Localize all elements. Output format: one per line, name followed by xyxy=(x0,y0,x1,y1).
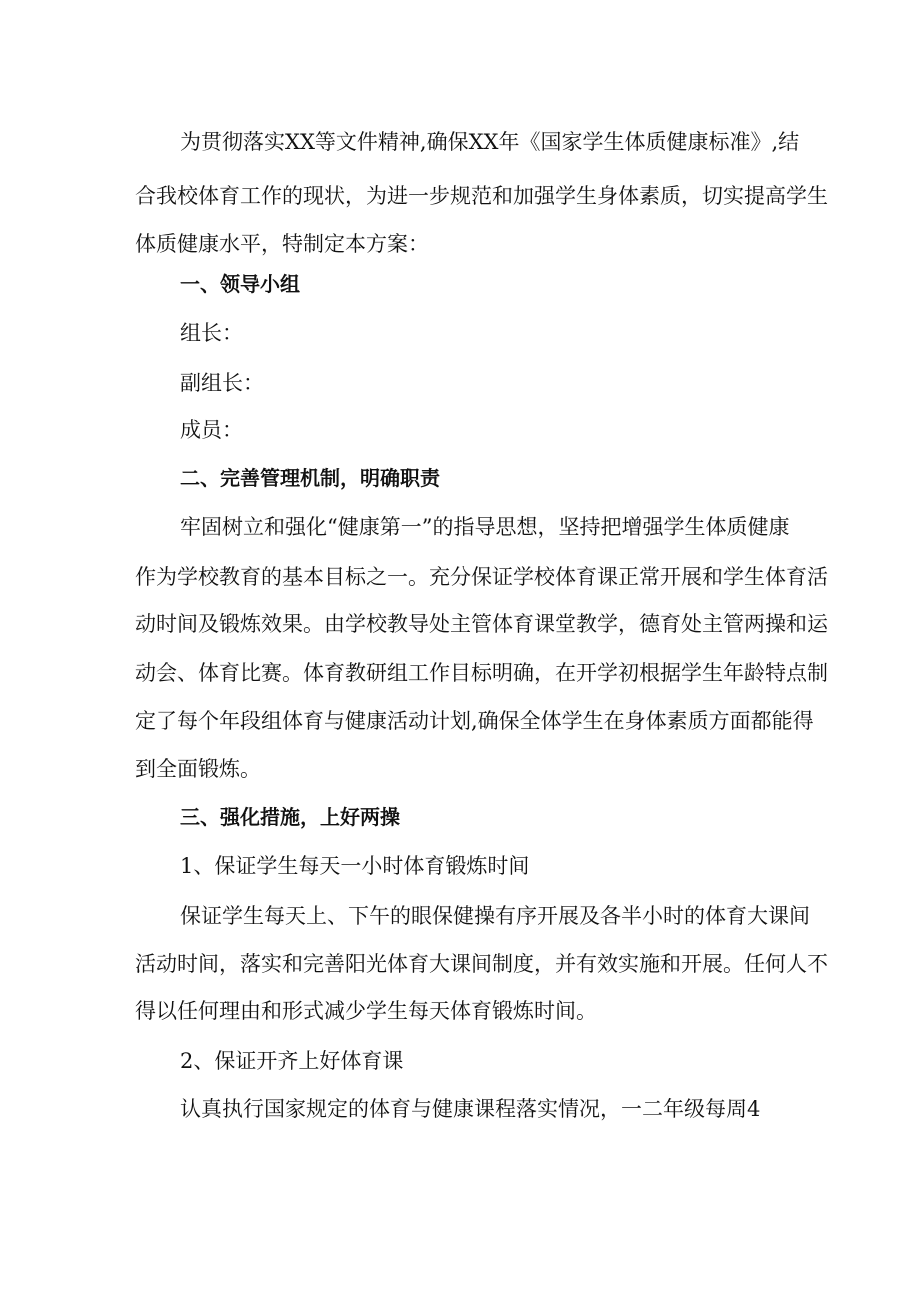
intro-line-2: 合我校体育工作的现状，为进一步规范和加强学生身体素质，切实提高学生 xyxy=(135,184,828,208)
section-3-item-1-line-3: 得以任何理由和形式减少学生每天体育锻炼时间。 xyxy=(135,999,597,1023)
section-2-line-5: 定了每个年段组体育与健康活动计划,确保全体学生在身体素质方面都能得 xyxy=(135,709,814,733)
section-3-heading: 三、强化措施，上好两操 xyxy=(180,805,400,829)
section-2-line-6: 到全面锻炼。 xyxy=(135,757,261,781)
section-3-item-1-title: 1、保证学生每天一小时体育锻炼时间 xyxy=(180,854,530,878)
section-3-item-2-title: 2、保证开齐上好体育课 xyxy=(180,1049,404,1073)
deputy-leader-label: 副组长： xyxy=(180,371,264,395)
section-2-line-4: 动会、体育比赛。体育教研组工作目标明确，在开学初根据学生年龄特点制 xyxy=(135,661,828,685)
section-2-line-1: 牢固树立和强化“健康第一”的指导思想，坚持把增强学生体质健康 xyxy=(180,515,790,539)
intro-line-3: 体质健康水平，特制定本方案： xyxy=(135,232,429,256)
members-label: 成员： xyxy=(180,418,243,442)
section-2-line-2: 作为学校教育的基本目标之一。充分保证学校体育课正常开展和学生体育活 xyxy=(135,565,828,589)
section-1-heading: 一、领导小组 xyxy=(180,272,300,296)
section-3-item-1-line-1: 保证学生每天上、下午的眼保健操有序开展及各半小时的体育大课间 xyxy=(180,904,810,928)
leader-label: 组长： xyxy=(180,321,243,345)
section-2-heading: 二、完善管理机制，明确职责 xyxy=(180,466,440,490)
section-3-item-1-line-2: 活动时间，落实和完善阳光体育大课间制度，并有效实施和开展。任何人不 xyxy=(135,952,828,976)
intro-line-1: 为贯彻落实XX等文件精神,确保XX年《国家学生体质健康标准》,结 xyxy=(180,130,800,154)
section-2-line-3: 动时间及锻炼效果。由学校教导处主管体育课堂教学，德育处主管两操和运 xyxy=(135,612,828,636)
section-3-item-2-line-1: 认真执行国家规定的体育与健康课程落实情况，一二年级每周4 xyxy=(180,1097,761,1121)
